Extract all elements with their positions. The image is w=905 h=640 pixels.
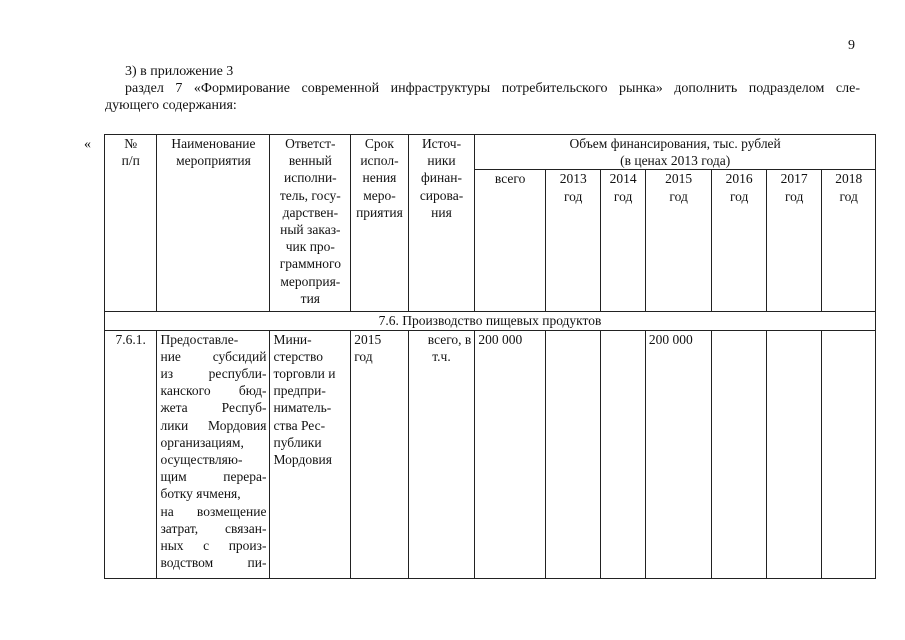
- intro-line-1: 3) в приложение 3: [125, 64, 234, 79]
- row-total: 200 000: [475, 330, 546, 578]
- row-number: 7.6.1.: [105, 330, 157, 578]
- header-source: Источ- ники финан- сирова- ния: [408, 135, 475, 312]
- header-number: № п/п: [105, 135, 157, 312]
- row-value-2018: [822, 330, 876, 578]
- header-term: Срок испол- нения меро- приятия: [351, 135, 409, 312]
- header-year-2017: 2017 год: [766, 170, 822, 312]
- header-year-2015: 2015 год: [645, 170, 712, 312]
- header-year-2016: 2016 год: [712, 170, 766, 312]
- row-name: Предоставле- ние субсидий из республи- канского бюд- жета Респуб- лики Мордовия организациям, осуществляю- щим перера- ботку ячменя, на возмещение затрат, связан- ных с произ- водством пи-: [157, 330, 270, 578]
- row-value-2017: [766, 330, 822, 578]
- row-value-2013: [545, 330, 601, 578]
- intro-line-3: дующего содержания:: [105, 98, 237, 113]
- header-year-2013: 2013 год: [545, 170, 601, 312]
- header-total: всего: [475, 170, 546, 312]
- funding-table: [104, 134, 876, 579]
- header-executor: Ответст- венный исполни- тель, госу- дарствен- ный заказ- чик про- граммного мероприя- тия: [270, 135, 351, 312]
- page-number: 9: [848, 38, 855, 53]
- header-funding: Объем финансирования, тыс. рублей (в ценах 2013 года): [475, 135, 876, 170]
- section-title-row: 7.6. Производство пищевых продуктов: [105, 312, 876, 330]
- header-name: Наименование мероприятия: [157, 135, 270, 312]
- header-year-2014: 2014 год: [601, 170, 645, 312]
- row-value-2016: [712, 330, 766, 578]
- row-executor: Мини- стерство торговли и предпри- ниматель- ства Рес- публики Мордовия: [270, 330, 351, 578]
- intro-line-2: раздел 7 «Формирование современной инфраструктуры потребительского рынка» дополнить подразделом сле-: [125, 81, 860, 96]
- opening-quote-mark: «: [84, 137, 91, 152]
- row-value-2014: [601, 330, 645, 578]
- row-value-2015: 200 000: [645, 330, 712, 578]
- header-year-2018: 2018 год: [822, 170, 876, 312]
- row-term: 2015 год: [351, 330, 409, 578]
- row-source: всего, в т.ч.: [408, 330, 475, 578]
